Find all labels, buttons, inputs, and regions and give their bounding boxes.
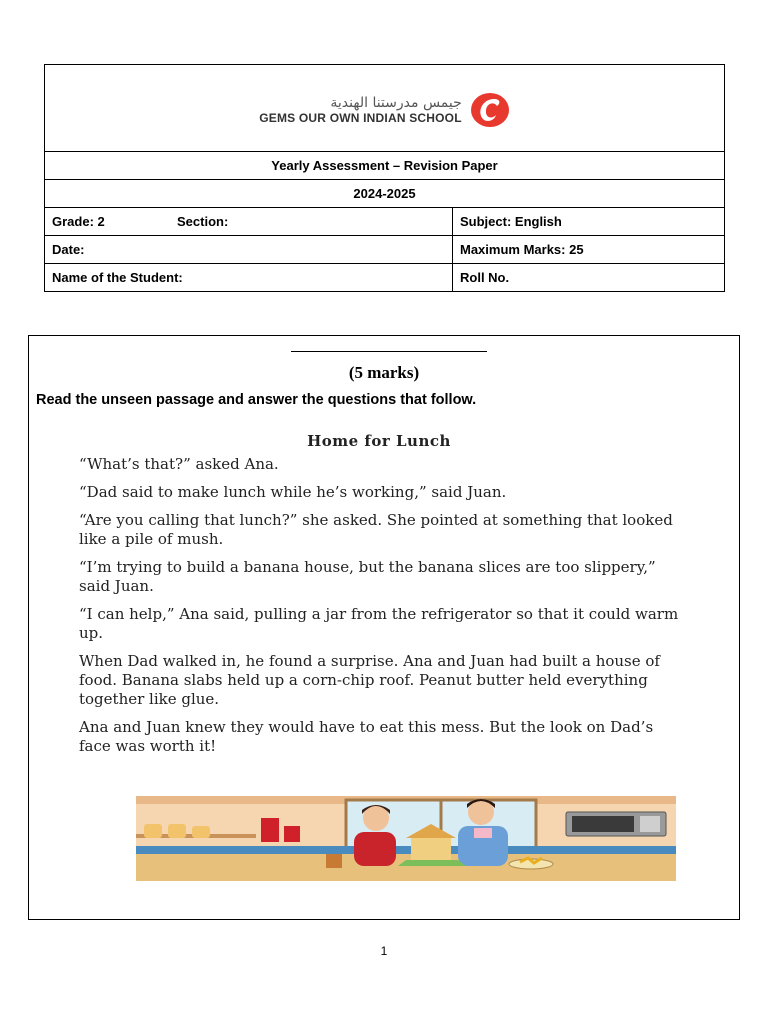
logo-cell [45, 65, 725, 152]
section-label: Section: [177, 214, 229, 229]
grade-label: Grade: 2 [52, 214, 105, 229]
story-paragraph: “I can help,” Ana said, pulling a jar from the refrigerator so that it could warm up. [79, 605, 679, 642]
school-logo [259, 91, 510, 129]
passage-box [28, 335, 740, 920]
story-title: Home for Lunch [307, 432, 451, 450]
instruction-text: Read the unseen passage and answer the questions that follow. [36, 392, 477, 408]
assessment-title: Yearly Assessment – Revision Paper [45, 152, 725, 180]
header-table [44, 64, 725, 292]
marks-label: (5 marks) [348, 363, 420, 382]
page-number: 1 [380, 944, 388, 958]
kitchen-illustration [136, 796, 676, 881]
academic-year: 2024-2025 [45, 180, 725, 208]
story-paragraph: When Dad walked in, he found a surprise. Ana and Juan had built a house of food. Banana slabs held up a corn-chip roof. Peanut butter held everything together like glue. [79, 652, 660, 708]
story-paragraph: “What’s that?” asked Ana. [79, 455, 279, 473]
story [79, 432, 679, 765]
story-paragraph: “Dad said to make lunch while he’s working,” said Juan. [79, 483, 507, 501]
date-label: Date: [45, 236, 453, 264]
story-paragraph: Ana and Juan knew they would have to eat this mess. But the look on Dad’s face was worth it! [79, 718, 654, 755]
max-marks-label: Maximum Marks: 25 [453, 236, 725, 264]
subject-label: Subject: English [453, 208, 725, 236]
story-paragraph: “I’m trying to build a banana house, but the banana slices are too slippery,” said Juan. [79, 558, 656, 595]
school-name-arabic: جيمس مدرستنا الهندية [330, 94, 462, 111]
roll-no-label: Roll No. [453, 264, 725, 292]
gems-logo-icon [470, 91, 510, 129]
school-name: GEMS OUR OWN INDIAN SCHOOL [259, 110, 462, 125]
section-title-blank [291, 351, 487, 352]
grade-section-cell [45, 208, 453, 236]
student-name-label: Name of the Student: [45, 264, 453, 292]
story-paragraph: “Are you calling that lunch?” she asked. She pointed at something that looked like a pile of mush. [79, 511, 673, 548]
